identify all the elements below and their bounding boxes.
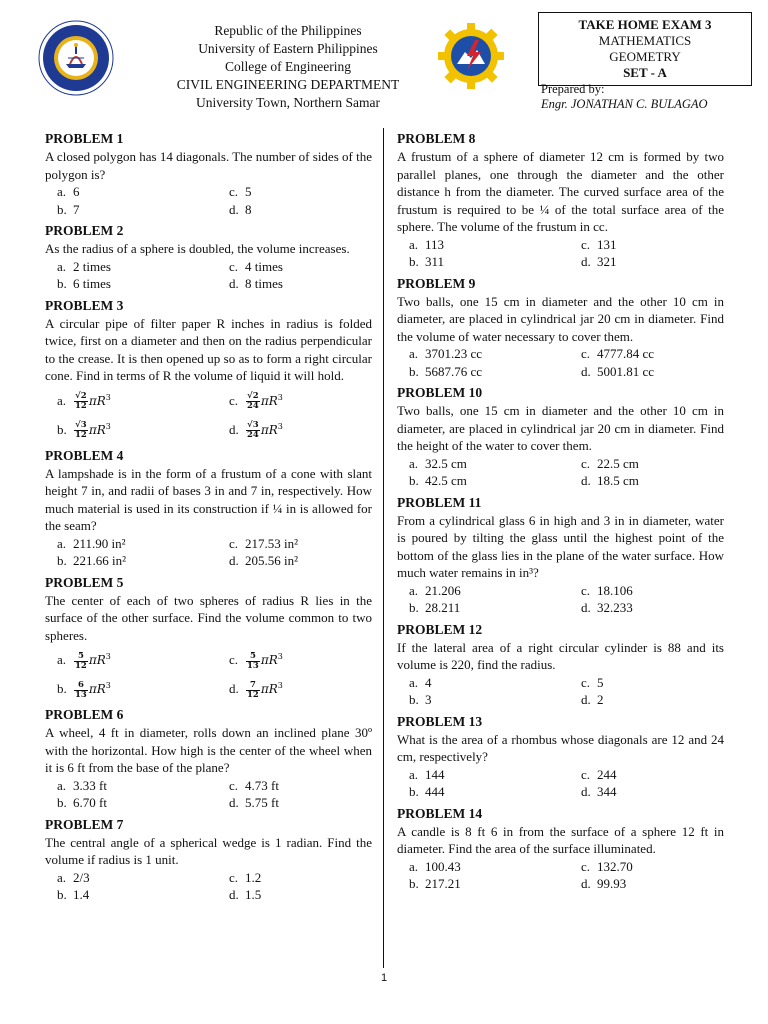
choice-value: 5687.76 cc xyxy=(425,363,483,379)
choice-value: 4777.84 cc xyxy=(597,346,655,361)
answer-choices xyxy=(397,858,724,893)
choice-value: 244 xyxy=(597,766,617,782)
answer-choice xyxy=(229,644,379,673)
choice-value: 21.206 xyxy=(425,582,461,598)
choice-letter: d. xyxy=(581,254,591,269)
choice-value: 3701.23 cc xyxy=(425,346,483,361)
answer-choice xyxy=(581,472,731,490)
problem-text: A wheel, 4 ft in diameter, rolls down an inclined plane 30º with the horizontal. How high is the center of the wheel when it is 6 ft from the base of the plane? xyxy=(45,725,372,775)
math-expression xyxy=(89,682,111,696)
choice-letter: b. xyxy=(409,600,419,615)
choice-letter: d. xyxy=(229,795,239,810)
fraction xyxy=(246,392,260,411)
answer-choice xyxy=(409,363,581,381)
answer-choice xyxy=(581,783,731,801)
republic-line: Republic of the Philippines xyxy=(214,23,362,38)
answer-choice xyxy=(57,275,229,293)
choice-letter: d. xyxy=(229,421,239,437)
fraction-denominator: 13 xyxy=(247,660,259,671)
choice-letter: a. xyxy=(57,392,67,408)
choice-value: 6 xyxy=(73,184,80,199)
choice-letter: b. xyxy=(57,421,67,437)
choice-value: 8 xyxy=(245,201,252,217)
choice-letter: b. xyxy=(409,876,419,891)
problem-block xyxy=(45,816,372,904)
choice-letter: d. xyxy=(229,201,239,217)
problem-block xyxy=(397,384,724,490)
choice-letter: b. xyxy=(57,887,67,902)
choice-letter: a. xyxy=(57,869,67,885)
fraction-numerator: 5 xyxy=(74,652,88,662)
answer-choice xyxy=(581,691,731,709)
answer-choice xyxy=(409,691,581,709)
choice-value: 1.2 xyxy=(245,869,262,885)
math-exponent: 3 xyxy=(277,681,283,690)
fraction xyxy=(246,421,260,440)
math-exponent: 3 xyxy=(105,392,111,402)
choice-value: 221.66 in² xyxy=(73,553,127,568)
choice-letter: a. xyxy=(57,258,67,274)
answer-choices xyxy=(397,766,724,801)
choice-value: 3.33 ft xyxy=(73,777,107,793)
university-location: University Town, Northern Samar xyxy=(195,95,381,110)
choice-letter: c. xyxy=(229,392,239,408)
problem-block xyxy=(45,222,372,293)
math-symbol: πR xyxy=(260,653,278,667)
math-expression xyxy=(261,394,283,408)
choice-letter: b. xyxy=(409,473,419,488)
choice-value: 2/3 xyxy=(73,869,90,885)
department-name: CIVIL ENGINEERING DEPARTMENT xyxy=(176,77,400,92)
answer-choice xyxy=(409,783,581,801)
choice-letter: b. xyxy=(409,254,419,269)
answer-choice xyxy=(57,385,229,414)
choice-letter: d. xyxy=(229,553,239,568)
answer-choice xyxy=(581,766,731,784)
answer-choice xyxy=(581,875,731,893)
choice-letter: a. xyxy=(57,652,67,667)
fraction-denominator: 12 xyxy=(75,401,87,412)
problem-title: PROBLEM 9 xyxy=(397,275,476,291)
choice-letter: c. xyxy=(581,346,591,361)
fraction xyxy=(74,421,88,440)
problem-title: PROBLEM 5 xyxy=(45,574,124,590)
math-symbol: πR xyxy=(260,682,278,696)
choice-value: 22.5 cm xyxy=(597,455,639,471)
university-name: University of Eastern Philippines xyxy=(198,41,378,56)
choice-value: 144 xyxy=(425,766,445,782)
math-symbol: πR xyxy=(260,393,278,408)
answer-choices xyxy=(45,644,372,702)
choice-letter: d. xyxy=(581,600,591,615)
choice-letter: c. xyxy=(581,455,591,471)
problem-text: A frustum of a sphere of diameter 12 cm is formed by two parallel planes, one through the diameter and the other distance h from the diameter. The curved surface area of the frustum is required to be ¼ of the total surface area of the sphere. The volume of the frustum in cc. xyxy=(397,149,724,234)
answer-choice xyxy=(229,794,379,812)
answer-choice xyxy=(57,183,229,201)
answer-choice xyxy=(229,414,379,443)
fraction xyxy=(246,652,260,671)
choice-value: 3 xyxy=(425,692,432,707)
choice-value: 4 times xyxy=(245,258,283,274)
choice-letter: c. xyxy=(581,236,591,252)
problem-title: PROBLEM 14 xyxy=(397,805,483,821)
answer-choice xyxy=(229,777,379,795)
problem-title: PROBLEM 7 xyxy=(45,816,124,832)
choice-letter: b. xyxy=(57,681,67,696)
answer-choice xyxy=(581,674,731,692)
exam-title: TAKE HOME EXAM 3 xyxy=(578,17,712,32)
problem-title: PROBLEM 4 xyxy=(45,447,124,463)
fraction xyxy=(246,681,260,700)
problem-block xyxy=(45,706,372,812)
problem-title: PROBLEM 2 xyxy=(45,223,124,238)
choice-letter: a. xyxy=(409,455,419,471)
answer-choices xyxy=(45,183,372,218)
answer-choice xyxy=(57,535,229,553)
answer-choices xyxy=(45,535,372,570)
choice-letter: d. xyxy=(581,473,591,488)
math-exponent: 3 xyxy=(277,652,283,661)
choice-letter: c. xyxy=(229,258,239,274)
problem-block xyxy=(397,805,724,893)
choice-letter: c. xyxy=(229,777,239,793)
choice-letter: b. xyxy=(409,692,419,707)
choice-value: 344 xyxy=(597,784,617,799)
answer-choice xyxy=(57,258,229,276)
choice-letter: c. xyxy=(581,858,591,874)
choice-value: 6.70 ft xyxy=(73,795,107,810)
answer-choice xyxy=(581,582,731,600)
page-number: 1 xyxy=(380,972,388,984)
answer-choice xyxy=(57,414,229,443)
choice-value: 205.56 in² xyxy=(245,553,299,568)
math-exponent: 3 xyxy=(105,681,111,690)
fraction-denominator: 24 xyxy=(247,401,259,412)
choice-value: 6 times xyxy=(73,276,111,291)
problem-block xyxy=(397,275,724,381)
choice-letter: d. xyxy=(229,681,239,696)
problem-block xyxy=(45,574,372,703)
fraction-numerator: √2 xyxy=(75,391,87,402)
exam-info-box xyxy=(538,12,752,86)
problem-text: A lampshade is in the form of a frustum of a cone with slant height 7 in, and radii of bases 3 in and 7 in, respectively. How much material is used in its construction if ¼ in is allowed for the seam? xyxy=(45,465,372,533)
math-expression xyxy=(261,682,283,696)
answer-choice xyxy=(409,875,581,893)
choice-value: 4.73 ft xyxy=(245,777,279,793)
math-symbol: πR xyxy=(88,682,106,696)
answer-choice xyxy=(409,472,581,490)
choice-letter: b. xyxy=(57,201,67,217)
prepared-by-name: Engr. JONATHAN C. BULAGAO xyxy=(541,97,708,111)
answer-choice xyxy=(581,599,731,617)
choice-letter: a. xyxy=(409,674,419,690)
choice-value: 1.4 xyxy=(73,887,90,902)
choice-letter: b. xyxy=(57,795,67,810)
choice-value: 4 xyxy=(425,674,432,690)
choice-letter: d. xyxy=(229,887,239,902)
exam-set: SET - A xyxy=(623,65,667,80)
choice-letter: d. xyxy=(581,876,591,891)
problem-text: If the lateral area of a right circular cylinder is 88 and its volume is 220, find the radius. xyxy=(397,639,724,672)
choice-letter: c. xyxy=(581,582,591,598)
answer-choice xyxy=(229,385,379,414)
choice-letter: a. xyxy=(409,766,419,782)
fraction-numerator: 6 xyxy=(74,681,88,691)
choice-letter: a. xyxy=(409,346,419,361)
choice-value: 42.5 cm xyxy=(425,473,467,488)
answer-choice xyxy=(57,673,229,702)
choice-letter: c. xyxy=(229,652,239,667)
answer-choice xyxy=(409,599,581,617)
answer-choice xyxy=(409,766,581,784)
answer-choice xyxy=(409,858,581,876)
choice-letter: a. xyxy=(409,582,419,598)
choice-letter: d. xyxy=(581,692,591,707)
fraction-denominator: 24 xyxy=(247,430,259,441)
choice-value: 99.93 xyxy=(597,876,627,891)
fraction xyxy=(74,681,88,700)
answer-choice xyxy=(57,777,229,795)
fraction-numerator: 5 xyxy=(246,652,260,662)
choice-letter: c. xyxy=(581,766,591,782)
fraction-numerator: √3 xyxy=(75,420,87,431)
answer-choices xyxy=(397,236,724,271)
fraction-denominator: 12 xyxy=(247,689,259,700)
university-seal-logo xyxy=(38,20,114,96)
choice-value: 444 xyxy=(425,784,445,799)
choice-value: 8 times xyxy=(245,276,283,291)
exam-topic: GEOMETRY xyxy=(609,49,681,64)
choice-value: 311 xyxy=(425,254,445,269)
answer-choice xyxy=(229,869,379,887)
answer-choice xyxy=(229,275,379,293)
choice-value: 132.70 xyxy=(597,858,633,874)
problem-title: PROBLEM 3 xyxy=(45,297,124,313)
answer-choice xyxy=(57,794,229,812)
choice-value: 5 xyxy=(245,184,252,199)
choice-value: 32.233 xyxy=(597,600,633,615)
answer-choices xyxy=(397,674,724,709)
answer-choice xyxy=(229,673,379,702)
choice-letter: a. xyxy=(57,777,67,793)
choice-value: 211.90 in² xyxy=(73,535,126,551)
answer-choice xyxy=(229,886,379,904)
math-expression xyxy=(89,423,111,437)
math-expression xyxy=(261,423,283,437)
page-header xyxy=(0,0,768,120)
problem-text: The central angle of a spherical wedge is 1 radian. Find the volume if radius is 1 unit. xyxy=(45,834,372,867)
problem-text: A circular pipe of filter paper R inches in radius is folded twice, first on a diameter and then on the radius perpendicular to the crease. It is then opened up so as to form a right circular cone. Find in terms of R the volume of liquid it will hold. xyxy=(45,315,372,383)
choice-letter: d. xyxy=(581,363,591,379)
column-divider xyxy=(383,128,384,968)
choice-letter: d. xyxy=(229,276,239,291)
choice-value: 28.211 xyxy=(425,600,461,615)
answer-choice xyxy=(581,236,731,254)
choice-value: 5 xyxy=(597,674,604,690)
choice-value: 113 xyxy=(425,236,445,252)
choice-letter: c. xyxy=(581,674,591,690)
choice-value: 321 xyxy=(597,254,617,269)
answer-choice xyxy=(409,236,581,254)
choice-letter: a. xyxy=(57,184,67,199)
answer-choice xyxy=(409,455,581,473)
problem-text: Two balls, one 15 cm in diameter and the other 10 cm in diameter, are placed in cylindrical jar 20 cm in diameter. Find the height of the water to cover them. xyxy=(397,403,724,453)
fraction-denominator: 13 xyxy=(75,689,87,700)
choice-letter: a. xyxy=(409,236,419,252)
choice-value: 7 xyxy=(73,201,80,217)
answer-choice xyxy=(229,535,379,553)
problem-block xyxy=(45,130,372,218)
problem-block xyxy=(397,494,724,617)
answer-choices xyxy=(45,869,372,904)
fraction-denominator: 12 xyxy=(75,660,87,671)
answer-choices xyxy=(45,258,372,293)
fraction-denominator: 12 xyxy=(75,430,87,441)
problem-text: Two balls, one 15 cm in diameter and the other 10 cm in diameter, are placed in cylindrical jar 20 cm in diameter. Find the volume of water necessary to cover them. xyxy=(397,293,724,344)
choice-letter: a. xyxy=(57,535,67,551)
fraction xyxy=(74,652,88,671)
choice-value: 18.5 cm xyxy=(597,473,639,488)
problem-block xyxy=(45,447,372,570)
answer-choice xyxy=(229,201,379,219)
answer-choice xyxy=(409,345,581,363)
choice-value: 5001.81 cc xyxy=(597,363,655,379)
answer-choice xyxy=(57,886,229,904)
choice-value: 217.53 in² xyxy=(245,535,299,551)
answer-choice xyxy=(581,253,731,271)
answer-choice xyxy=(409,253,581,271)
problem-block xyxy=(397,130,724,271)
math-exponent: 3 xyxy=(105,421,111,431)
answer-choice xyxy=(581,363,731,381)
choice-letter: b. xyxy=(57,276,67,291)
answer-choice xyxy=(229,258,379,276)
problem-block xyxy=(45,297,372,443)
answer-choice xyxy=(581,345,731,363)
choice-letter: c. xyxy=(229,869,239,885)
left-column xyxy=(45,130,372,908)
choice-letter: c. xyxy=(229,535,239,551)
choice-letter: b. xyxy=(409,363,419,379)
math-symbol: πR xyxy=(88,393,106,408)
answer-choice xyxy=(57,644,229,673)
problem-text: The center of each of two spheres of radius R lies in the surface of the other surface. Find the volume common to two spheres. xyxy=(45,592,372,643)
problem-block xyxy=(397,713,724,801)
math-exponent: 3 xyxy=(105,652,111,661)
answer-choice xyxy=(229,183,379,201)
exam-subject: MATHEMATICS xyxy=(598,33,692,48)
fraction-numerator: 7 xyxy=(246,681,260,691)
answer-choice xyxy=(409,674,581,692)
answer-choice xyxy=(229,552,379,570)
answer-choice xyxy=(57,552,229,570)
choice-value: 1.5 xyxy=(245,887,262,902)
choice-value: 32.5 cm xyxy=(425,455,467,471)
prepared-by xyxy=(541,82,708,112)
problem-title: PROBLEM 12 xyxy=(397,621,483,637)
answer-choice xyxy=(581,455,731,473)
problem-title: PROBLEM 10 xyxy=(397,385,483,400)
problem-text: A closed polygon has 14 diagonals. The number of sides of the polygon is? xyxy=(45,149,372,182)
problem-title: PROBLEM 11 xyxy=(397,494,482,510)
answer-choices xyxy=(397,345,724,380)
choice-value: 5.75 ft xyxy=(245,795,279,810)
problem-text: What is the area of a rhombus whose diagonals are 12 and 24 cm, respectively? xyxy=(397,731,724,764)
math-expression xyxy=(261,653,283,667)
answer-choice xyxy=(57,869,229,887)
answer-choice xyxy=(409,582,581,600)
choice-value: 131 xyxy=(597,236,617,252)
choice-letter: b. xyxy=(57,553,67,568)
choice-value: 2 times xyxy=(73,258,111,274)
fraction xyxy=(74,392,88,411)
math-symbol: πR xyxy=(88,653,106,667)
choice-letter: b. xyxy=(409,784,419,799)
choice-value: 217.21 xyxy=(425,876,461,891)
answer-choices xyxy=(397,455,724,490)
choice-value: 100.43 xyxy=(425,858,461,874)
problem-title: PROBLEM 1 xyxy=(45,131,124,146)
answer-choice xyxy=(581,858,731,876)
choice-letter: c. xyxy=(229,184,239,199)
problem-title: PROBLEM 6 xyxy=(45,707,124,722)
fraction-numerator: √3 xyxy=(247,420,259,431)
math-symbol: πR xyxy=(88,422,106,437)
answer-choices xyxy=(45,385,372,443)
math-expression xyxy=(89,394,111,408)
answer-choices xyxy=(45,777,372,812)
problem-text: From a cylindrical glass 6 in high and 3 in in diameter, water is poured by tilting the glass until the highest point of the bottom of the glass lies in the plane of the water surface. How much water remains in in³? xyxy=(397,512,724,580)
problem-title: PROBLEM 8 xyxy=(397,131,476,146)
problem-title: PROBLEM 13 xyxy=(397,713,483,729)
problem-block xyxy=(397,621,724,709)
math-expression xyxy=(89,653,111,667)
answer-choice xyxy=(57,201,229,219)
math-exponent: 3 xyxy=(277,421,283,431)
problem-text: A candle is 8 ft 6 in from the surface of a sphere 12 ft in diameter. Find the area of the surface illuminated. xyxy=(397,823,724,856)
problem-text: As the radius of a sphere is doubled, the volume increases. xyxy=(45,241,350,256)
math-exponent: 3 xyxy=(277,392,283,402)
choice-value: 2 xyxy=(597,692,604,707)
math-symbol: πR xyxy=(260,422,278,437)
choice-letter: a. xyxy=(409,858,419,874)
institution-block xyxy=(158,22,418,112)
prepared-by-label: Prepared by: xyxy=(541,82,605,96)
fraction-numerator: √2 xyxy=(247,391,259,402)
choice-letter: d. xyxy=(581,784,591,799)
choice-value: 18.106 xyxy=(597,582,633,598)
civil-engineering-logo xyxy=(437,22,505,90)
answer-choices xyxy=(397,582,724,617)
college-name: College of Engineering xyxy=(225,59,351,74)
right-column xyxy=(397,130,724,897)
